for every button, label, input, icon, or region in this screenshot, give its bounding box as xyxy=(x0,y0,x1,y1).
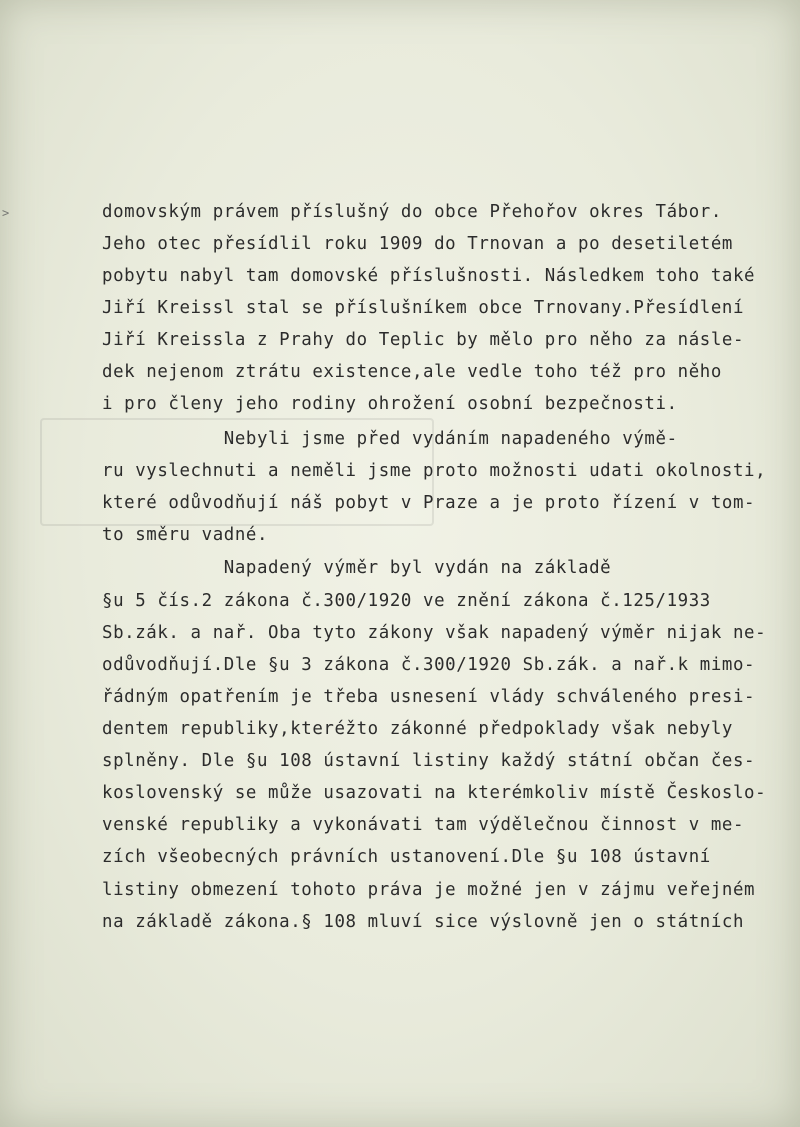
text-line: to směru vadné. xyxy=(102,525,269,545)
text-line: Sb.zák. a nař. Oba tyto zákony však napadený výměr nijak ne- xyxy=(102,623,767,643)
text-line: řádným opatřením je třeba usnesení vlády schváleného presi- xyxy=(102,687,756,707)
text-line: Nebyli jsme před vydáním napadeného výmě- xyxy=(102,429,678,449)
text-line: koslovenský se může usazovati na kterémkoliv místě Českoslo- xyxy=(102,783,767,803)
text-line: i pro členy jeho rodiny ohrožení osobní bezpečnosti. xyxy=(102,394,678,414)
text-line: Jeho otec přesídlil roku 1909 do Trnovan a po desetiletém xyxy=(102,234,733,254)
text-line: splněny. Dle §u 108 ústavní listiny každý státní občan čes- xyxy=(102,751,756,771)
text-line: Jiří Kreissl stal se příslušníkem obce Trnovany.Přesídlení xyxy=(102,298,745,318)
text-line: odůvodňují.Dle §u 3 zákona č.300/1920 Sb.zák. a nař.k mimo- xyxy=(102,655,756,675)
text-line: které odůvodňují náš pobyt v Praze a je proto řízení v tom- xyxy=(102,493,756,513)
text-line: dek nejenom ztrátu existence,ale vedle toho též pro něho xyxy=(102,362,722,382)
text-line: venské republiky a vykonávati tam výdělečnou činnost v me- xyxy=(102,815,745,835)
margin-mark: > xyxy=(2,206,10,220)
text-line: dentem republiky,kteréžto zákonné předpoklady však nebyly xyxy=(102,719,733,739)
text-line: listiny obmezení tohoto práva je možné jen v zájmu veřejném xyxy=(102,880,756,900)
text-line: Jiří Kreissla z Prahy do Teplic by mělo pro něho za násle- xyxy=(102,330,745,350)
text-line: §u 5 čís.2 zákona č.300/1920 ve znění zákona č.125/1933 xyxy=(102,591,711,611)
text-line: na základě zákona.§ 108 mluví sice výslovně jen o státních xyxy=(102,912,745,932)
text-line: ru vyslechnuti a neměli jsme proto možnosti udati okolnosti, xyxy=(102,461,767,481)
text-line: domovským právem příslušný do obce Přehořov okres Tábor. xyxy=(102,202,722,222)
text-line: Napadený výměr byl vydán na základě xyxy=(102,558,612,578)
text-line: pobytu nabyl tam domovské příslušnosti. Následkem toho také xyxy=(102,266,756,286)
text-line: zích všeobecných právních ustanovení.Dle §u 108 ústavní xyxy=(102,847,711,867)
